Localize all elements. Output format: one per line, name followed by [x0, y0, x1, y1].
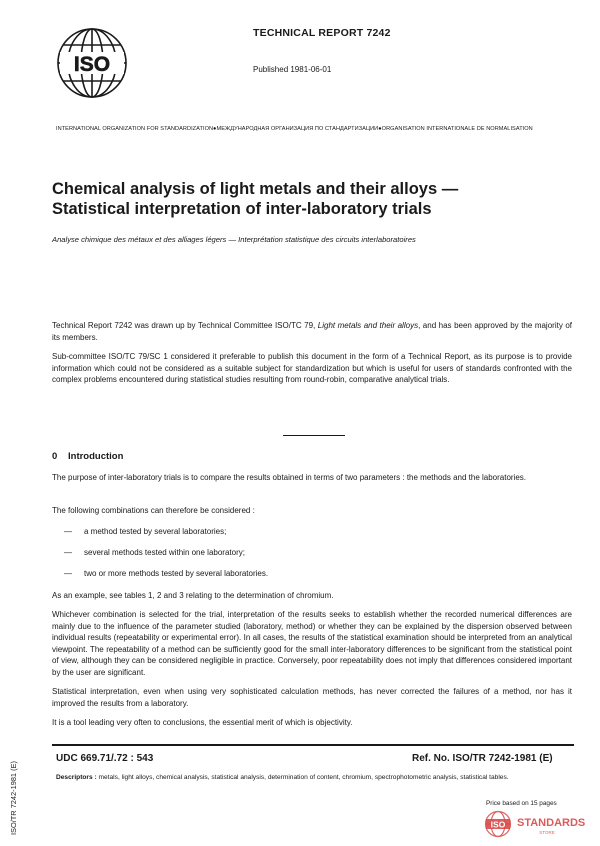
- foreword-paragraph-2: Sub-committee ISO/TC 79/SC 1 considered it preferable to publish this document in the form of a Technical Report, as its purpose is to provide information which could not be considered as a suitable subject for standardization but which is useful for users of standards confronted with the complex problems encountered during statistical studies resulting from round-robin, comparative analytical trials.: [52, 352, 572, 384]
- stamp-store-text: STORE: [539, 830, 555, 835]
- side-reference-text: ISO/TR 7242-1981 (E): [9, 761, 18, 835]
- price-note: Price based on 15 pages: [486, 800, 557, 807]
- document-title: [52, 179, 572, 219]
- intro-paragraph-6: It is a tool leading very often to conclusions, the essential merit of which is objectivity.: [52, 718, 353, 727]
- iso-logo: [56, 27, 128, 99]
- published-date: Published 1981-06-01: [253, 65, 332, 74]
- title-line-1: Chemical analysis of light metals and their alloys —: [52, 180, 459, 198]
- stamp-standards-text: STANDARDS: [517, 817, 586, 829]
- title-line-2: Statistical interpretation of inter-laboratory trials: [52, 200, 432, 218]
- list-item: — a method tested by several laboratories;: [64, 527, 227, 536]
- intro-paragraph-3: As an example, see tables 1, 2 and 3 relating to the determination of chromium.: [52, 591, 334, 600]
- list-item: — two or more methods tested by several laboratories.: [64, 569, 269, 578]
- udc-number: UDC 669.71/.72 : 543: [56, 753, 154, 764]
- intro-paragraph-2: The following combinations can therefore be considered :: [52, 506, 255, 515]
- section-heading-introduction: [52, 451, 123, 462]
- committee-title: Light metals and their alloys: [317, 321, 419, 330]
- intro-paragraph-5: Statistical interpretation, even when using very sophisticated calculation methods, has never corrected the failures of a method, nor has it improved the results from a laboratory.: [52, 687, 572, 708]
- report-title: TECHNICAL REPORT 7242: [253, 27, 391, 39]
- list-item: — several methods tested within one laboratory;: [64, 548, 245, 557]
- intro-paragraph-4: Whichever combination is selected for the trial, interpretation of the results seeks to establish whether the recorded numerical differences are mainly due to the influence of the parameter studied (laboratory, method) or whether they can be explained by the dispersion observed between individual results (repeatability or experimental error). In all cases, the results of the statistical examination should be interpreted from an analytical viewpoint. The repeatability of a method can be sufficiently good for the small inter-laboratory differences to be significant from the statistical point of view, although they can be considered negligible in practice. Conversely, poor repeatability does not imply that differences considered important by the user are significant.: [52, 610, 572, 677]
- reference-number: Ref. No. ISO/TR 7242-1981 (E): [412, 753, 553, 764]
- descriptors: Descriptors : metals, light alloys, chemical analysis, statistical analysis, determination of content, chromium, spectrophotometric analysis, statistical tables.: [56, 774, 509, 781]
- side-reference: [4, 735, 20, 835]
- separator-rule: [283, 435, 345, 436]
- iso-logo-text: ISO: [73, 53, 111, 76]
- footer-rule: [52, 744, 574, 746]
- descriptors-label: Descriptors :: [56, 774, 97, 781]
- foreword-paragraph-1: Technical Report 7242 was drawn up by Technical Committee ISO/TC 79, Light metals and their alloys, and has been approved by the majority of its members.: [52, 321, 572, 342]
- intro-paragraph-1: The purpose of inter-laboratory trials is to compare the results obtained in terms of two parameters : the methods and the laboratories.: [52, 473, 527, 482]
- organization-line: INTERNATIONAL ORGANIZATION FOR STANDARDIZATION●МЕЖДУНАРОДНАЯ ОРГАНИЗАЦИЯ ПО СТАНДАРТИЗАЦИИ●ORGANISATION INTERNATIONALE DE NORMALISATION: [56, 126, 533, 132]
- section-title: Introduction: [68, 451, 124, 462]
- french-title: Analyse chimique des métaux et des alliages légers — Interprétation statistique des circuits interlaboratoires: [52, 235, 416, 244]
- standards-store-stamp: [484, 810, 594, 838]
- stamp-iso-text: ISO: [490, 819, 506, 830]
- section-number: 0: [52, 451, 58, 462]
